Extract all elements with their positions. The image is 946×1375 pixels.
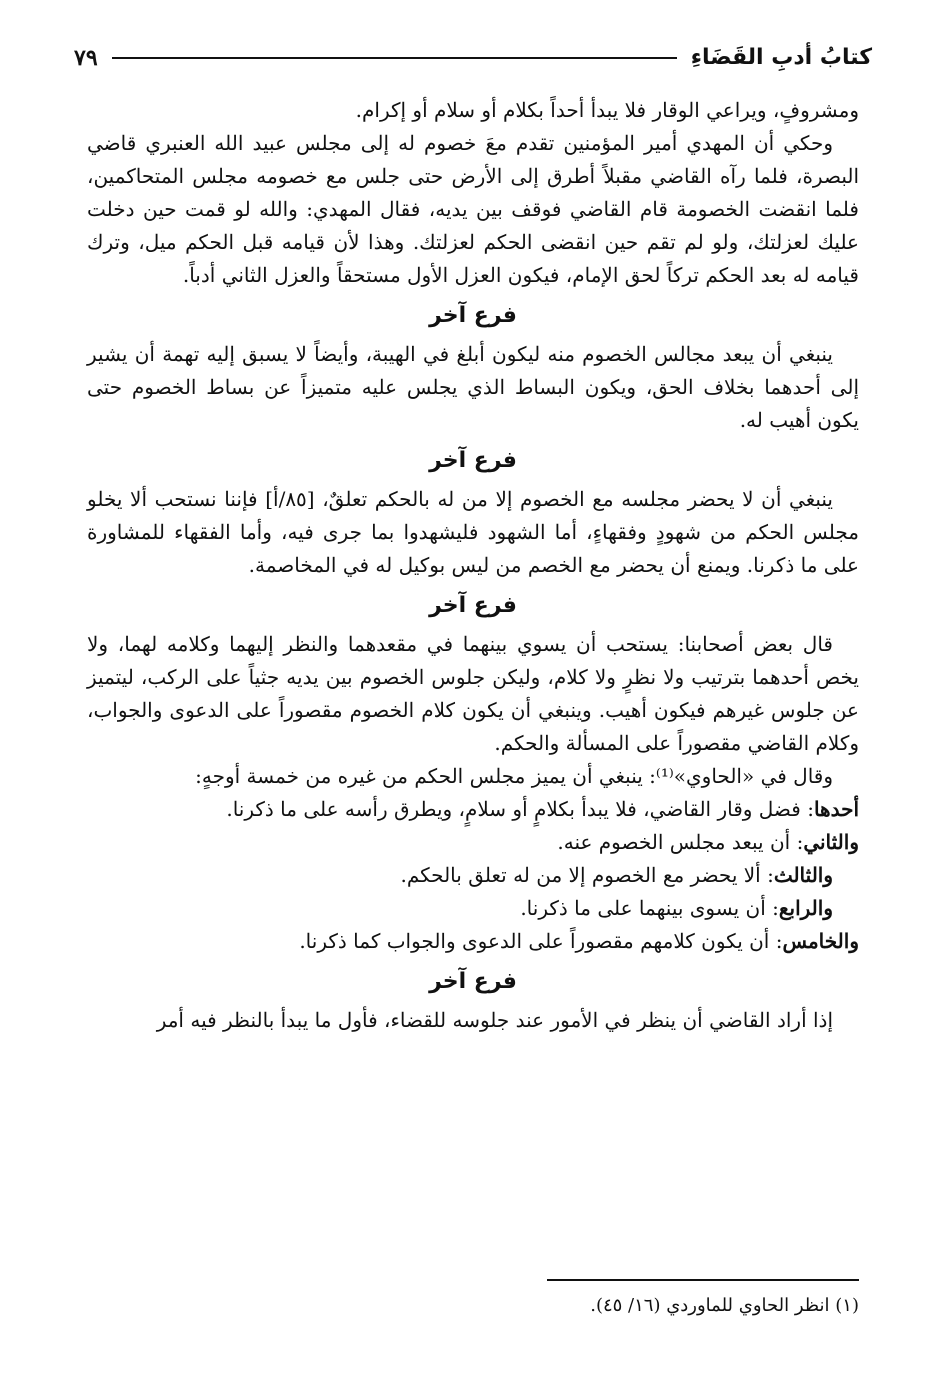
paragraph-judging-order: إذا أراد القاضي أن ينظر في الأمور عند جلوسه للقضاء، فأول ما يبدأ بالنظر فيه أمر bbox=[156, 1008, 833, 1032]
list-item bbox=[87, 892, 859, 925]
list-item-text: : ألا يحضر مع الخصوم إلا من له تعلق بالحكم. bbox=[400, 863, 774, 887]
list-item-label: والثالث bbox=[773, 863, 833, 887]
list-item bbox=[87, 925, 859, 958]
list-item-label: والخامس bbox=[782, 929, 859, 953]
page-number: ٧٩ bbox=[74, 45, 98, 71]
running-header bbox=[74, 38, 872, 78]
list-item-label: والرابع bbox=[778, 896, 833, 920]
section-heading: فرع آخر bbox=[429, 448, 517, 473]
paragraph-mahdi-story: وحكي أن المهدي أمير المؤمنين تقدم معَ خصوم له إلى مجلس عبيد الله العنبري قاضي البصرة، فلما رآه القاضي مقبلاً أطرق إلى الأرض حتى جلس مع خصومه مجلس المتحاكمين، فلما انقضت الخصومة قام القاضي فوقف بين يديه، فقال المهدي: والله لو قمت حين دخلت عليك لعزلتك، ولو لم تقم حين انقضى الحكم لعزلتك. وهذا لأن قيامه قبل الحكم ميل، وترك قيامه له بعد الحكم تركاً لحق الإمام، فيكون العزل الأول مستحقاً والعزل الثاني أدباً. bbox=[87, 131, 860, 287]
page-body bbox=[87, 94, 859, 1037]
section-heading: فرع آخر bbox=[429, 593, 517, 618]
section-heading: فرع آخر bbox=[429, 303, 517, 328]
footnote-rule bbox=[547, 1279, 859, 1281]
paragraph-seating-distance: ينبغي أن يبعد مجالس الخصوم منه ليكون أبلغ في الهيبة، وأيضاً لا يسبق إليه تهمة أن يشير إلى أحدهما بخلاف الحق، ويكون البساط الذي يجلس عليه متميزاً عن بساط الخصوم حتى يكون أهيب له. bbox=[87, 342, 859, 432]
paragraph-equality: قال بعض أصحابنا: يستحب أن يسوي بينهما في مقعدهما والنظر إليهما وكلامه لهما، ولا يخص أحدهما بترتيب ولا نظرٍ ولا كلام، وليكن جلوس الخصوم بين يديه جثياً على الركب، ليتميز عن جلوس غيرهم فيكون أهيب. وينبغي أن يكون كلام الخصوم مقصوراً على الدعوى والجواب، وكلام القاضي مقصوراً على المسألة والحكم. bbox=[87, 632, 859, 755]
list-item-text: : فضل وقار القاضي، فلا يبدأ بكلامٍ أو سلامٍ، ويطرق رأسه على ما ذكرنا. bbox=[226, 797, 814, 821]
header-rule bbox=[112, 57, 677, 59]
list-item bbox=[87, 793, 859, 826]
list-item-text: : أن يسوى بينهما على ما ذكرنا. bbox=[520, 896, 779, 920]
list-item-label: أحدها bbox=[813, 797, 859, 821]
paragraph-hawi-quote: وقال في «الحاوي»⁽¹⁾: ينبغي أن يميز مجلس الحكم من غيره من خمسة أوجهٍ: bbox=[195, 764, 833, 788]
list-item-text: : أن يكون كلامهم مقصوراً على الدعوى والجواب كما ذكرنا. bbox=[299, 929, 783, 953]
book-title: كتابُ أدبِ القَضَاءِ bbox=[690, 45, 872, 70]
paragraph-continuation: ومشروفٍ، ويراعي الوقار فلا يبدأ أحداً بكلام أو سلام أو إكرام. bbox=[355, 98, 859, 122]
paragraph-attendance: ينبغي أن لا يحضر مجلسه مع الخصوم إلا من له بالحكم تعلقٌ، [٨٥/أ] فإننا نستحب ألا يخلو مجلس الحكم من شهودٍ وفقهاءٍ، أما الشهود فليشهدوا بما جرى فيه، وأما الفقهاء للمشاورة على ما ذكرنا. ويمنع أن يحضر مع الخصم من ليس بوكيل له في المخاصمة. bbox=[87, 487, 859, 577]
list-item bbox=[87, 859, 859, 892]
section-heading: فرع آخر bbox=[429, 969, 517, 994]
footnote: (١) انظر الحاوي للماوردي (١٦/ ٤٥). bbox=[590, 1295, 859, 1316]
list-item-text: : أن يبعد مجلس الخصوم عنه. bbox=[557, 830, 804, 854]
list-item-label: والثاني bbox=[803, 830, 859, 854]
list-item bbox=[87, 826, 859, 859]
